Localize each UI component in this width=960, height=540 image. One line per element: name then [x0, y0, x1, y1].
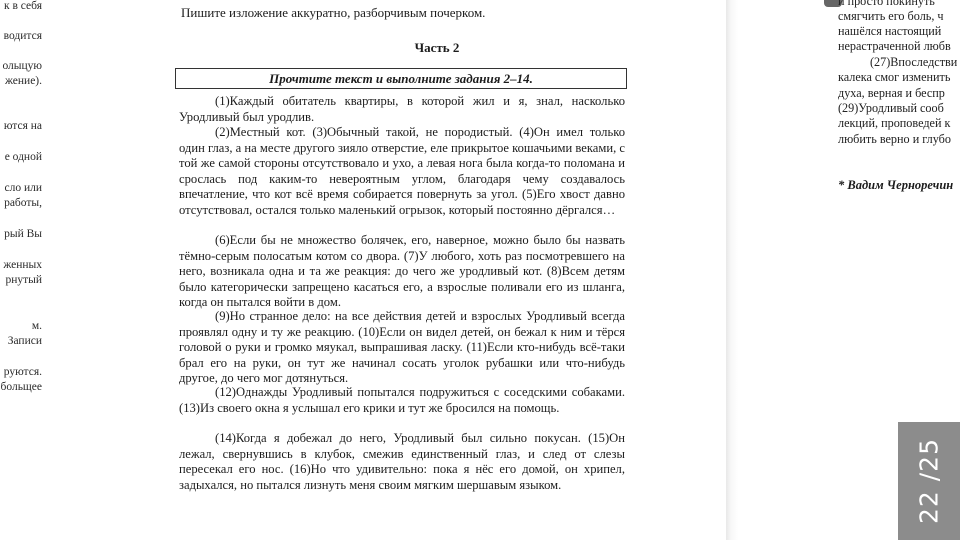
left-text-fragment: женных: [3, 259, 42, 271]
left-text-fragment: больщее: [0, 381, 42, 393]
left-text-fragment: водится: [3, 30, 42, 42]
left-text-fragment: м.: [31, 320, 42, 332]
right-text-line: калека смог изменить: [838, 70, 951, 84]
left-text-fragment: работы,: [4, 197, 42, 209]
task-heading-box: Прочтите текст и выполните задания 2–14.: [175, 68, 627, 89]
left-text-fragment: рнутый: [5, 274, 42, 286]
left-text-fragment: к в себя: [4, 0, 42, 12]
left-text-fragment: Записи: [7, 335, 42, 347]
right-text-line: духа, верная и беспр: [838, 86, 945, 100]
previous-page-edge: [0, 0, 60, 540]
left-text-fragment: сло или: [4, 182, 42, 194]
left-text-fragment: руются.: [3, 366, 42, 378]
left-text-fragment: жение).: [4, 75, 42, 87]
part-title: Часть 2: [414, 40, 460, 55]
text-paragraph: (9)Но странное дело: на все действия детей и взрослых Уродливый всегда проявлял одну и ту же реакцию. (10)Если он видел детей, он бежал к ним и тёрся головой о руки и громко мяукал, выпрашивая ласку. (11)Если кто-нибудь всё-таки брал его на руки, он тут же начинал сосать уголок рубашки или что-нибудь другое, до чего мог дотянуться.: [179, 309, 625, 385]
right-text-line: (29)Уродливый сооб: [838, 101, 944, 115]
right-text-line: смягчить его боль, ч: [838, 9, 944, 23]
right-text-line: (27)Впоследстви: [870, 55, 958, 69]
text-paragraph: (2)Местный кот. (3)Обычный такой, не породистый. (4)Он имел только один глаз, а на месте другого зияло отверстие, еле прикрытое кошачьими веками, с той же самой стороны отсутствовало и ухо, а левая нога была когда-то поломана и срослась под каким-то невероятным углом, благодаря чему создавалось впечатление, что кот всё время собирается повернуть за угол. (5)Его хвост давно отсутствовал, остался только маленький огрызок, который постоянно дёргался…: [179, 125, 625, 217]
page-counter-badge[interactable]: [898, 422, 960, 540]
page-gutter: [726, 0, 738, 540]
left-text-fragment: рый Вы: [4, 228, 42, 240]
right-text-line: любить верно и глубо: [838, 132, 951, 146]
page-number-label: 22 /25: [914, 438, 944, 524]
right-text-line: и просто покинуть: [838, 0, 935, 8]
right-text-line: лекций, проповедей к: [838, 116, 951, 130]
right-text-line: нашёлся настоящий: [838, 24, 942, 38]
text-paragraph: (12)Однажды Уродливый попытался подружиться с соседскими собаками. (13)Из своего окна я услышал его крики и тут же бросился на помощь.: [179, 385, 625, 415]
text-paragraph: (14)Когда я добежал до него, Уродливый был сильно покусан. (15)Он лежал, свернувшись в клубок, смежив единственный глаз, и след от слезы пересекал его нос. (16)Но что удивительно: пока я нёс его домой, он хрипел, задыхался, но пытался лизнуть меня своим мягким шершавым языком.: [179, 431, 625, 492]
left-text-fragment: е одной: [4, 151, 42, 163]
author-footnote: * Вадим Черноречин: [838, 178, 954, 192]
right-text-line: нерастраченной любв: [838, 39, 951, 53]
left-text-fragment: ются на: [3, 120, 42, 132]
text-paragraph: (6)Если бы не множество болячек, его, наверное, можно было бы назвать тёмно-серым полосатым котом со двора. (7)У любого, хоть раз посмотревшего на него, возникала одна и та же реакция: до чего же уродливый кот. (8)Всем детям было категорически запрещено касаться его, а взрослые поливали его из шланга, когда он пытался войти в дом.: [179, 233, 625, 309]
left-text-fragment: олыцую: [2, 60, 42, 72]
instruction-line: Пишите изложение аккуратно, разборчивым почерком.: [181, 5, 486, 20]
text-paragraph: (1)Каждый обитатель квартиры, в которой жил и я, знал, насколько Уродливый был уродлив.: [179, 94, 625, 124]
document-page: [148, 0, 726, 540]
